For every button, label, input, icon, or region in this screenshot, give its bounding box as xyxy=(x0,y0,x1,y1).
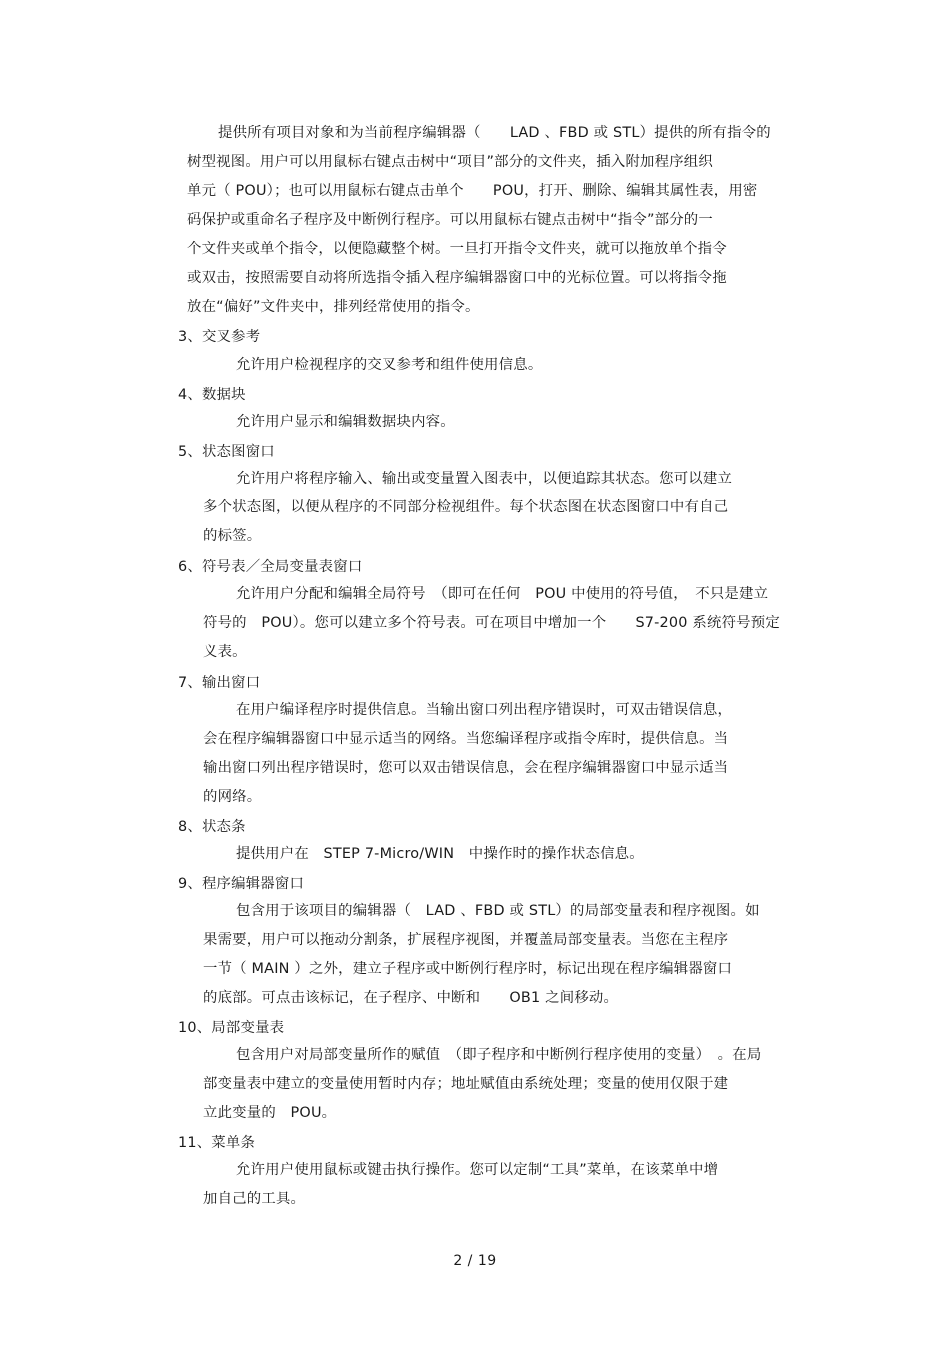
section-line: 部变量表中建立的变量使用暂时内存；地址赋值由系统处理；变量的使用仅限于建 xyxy=(203,1076,729,1092)
section-heading: 5、状态图窗口 xyxy=(178,444,275,460)
intro-line: 单元（ POU）；也可以用鼠标右键点击单个 POU，打开、删除、编辑其属性表，用密 xyxy=(187,183,758,199)
section-heading: 6、符号表／全局变量表窗口 xyxy=(178,559,363,575)
section-heading: 4、数据块 xyxy=(178,387,246,403)
section-line: 允许用户检视程序的交叉参考和组件使用信息。 xyxy=(236,357,543,373)
section-line: 义表。 xyxy=(203,644,247,660)
section-line: 一节（ MAIN ）之外，建立子程序或中断例行程序时，标记出现在程序编辑器窗口 xyxy=(203,961,733,977)
section-line: 在用户编译程序时提供信息。当输出窗口列出程序错误时，可双击错误信息， xyxy=(236,702,733,718)
section-line: 允许用户显示和编辑数据块内容。 xyxy=(236,414,455,430)
section-heading: 9、程序编辑器窗口 xyxy=(178,876,305,892)
section-line: 立此变量的 POU。 xyxy=(203,1105,337,1121)
intro-line: 树型视图。用户可以用鼠标右键点击树中“项目”部分的文件夹，插入附加程序组织 xyxy=(187,154,713,170)
section-line: 果需要，用户可以拖动分割条，扩展程序视图，并覆盖局部变量表。当您在主程序 xyxy=(203,932,729,948)
intro-line: 提供所有项目对象和为当前程序编辑器（ LAD 、FBD 或 STL）提供的所有指令的 xyxy=(218,125,771,141)
section-line: 的标签。 xyxy=(203,528,262,544)
section-heading: 11、菜单条 xyxy=(178,1135,256,1151)
section-heading: 10、局部变量表 xyxy=(178,1020,285,1036)
intro-line: 个文件夹或单个指令，以便隐藏整个树。一旦打开指令文件夹，就可以拖放单个指令 xyxy=(187,241,727,257)
section-line: 允许用户将程序输入、输出或变量置入图表中，以便追踪其状态。您可以建立 xyxy=(236,471,733,487)
section-line: 的底部。可点击该标记，在子程序、中断和 OB1 之间移动。 xyxy=(203,990,619,1006)
section-line: 的网络。 xyxy=(203,789,262,805)
intro-line: 放在“偏好”文件夹中，排列经常使用的指令。 xyxy=(187,299,480,315)
intro-line: 码保护或重命名子程序及中断例行程序。可以用鼠标右键点击树中“指令”部分的一 xyxy=(187,212,713,228)
section-line: 加自己的工具。 xyxy=(203,1191,306,1207)
intro-line: 或双击，按照需要自动将所选指令插入程序编辑器窗口中的光标位置。可以将指令拖 xyxy=(187,270,727,286)
section-heading: 8、状态条 xyxy=(178,819,246,835)
page-number: 2 / 19 xyxy=(453,1253,497,1269)
section-line: 包含用户对局部变量所作的赋值 （即子程序和中断例行程序使用的变量） 。在局 xyxy=(236,1047,762,1063)
section-line: 多个状态图，以便从程序的不同部分检视组件。每个状态图在状态图窗口中有自己 xyxy=(203,499,729,515)
section-line: 输出窗口列出程序错误时，您可以双击错误信息，会在程序编辑器窗口中显示适当 xyxy=(203,760,729,776)
section-line: 允许用户使用鼠标或键击执行操作。您可以定制“工具”菜单，在该菜单中增 xyxy=(236,1162,719,1178)
section-line: 提供用户在 STEP 7-Micro/WIN 中操作时的操作状态信息。 xyxy=(236,846,644,862)
section-heading: 7、输出窗口 xyxy=(178,675,261,691)
section-line: 允许用户分配和编辑全局符号 （即可在任何 POU 中使用的符号值， 不只是建立 xyxy=(236,586,769,602)
section-line: 符号的 POU）。您可以建立多个符号表。可在项目中增加一个 S7-200 系统符号预定 xyxy=(203,615,780,631)
section-heading: 3、交叉参考 xyxy=(178,329,261,345)
section-line: 会在程序编辑器窗口中显示适当的网络。当您编译程序或指令库时，提供信息。当 xyxy=(203,731,729,747)
section-line: 包含用于该项目的编辑器（ LAD 、FBD 或 STL）的局部变量表和程序视图。如 xyxy=(236,903,760,919)
